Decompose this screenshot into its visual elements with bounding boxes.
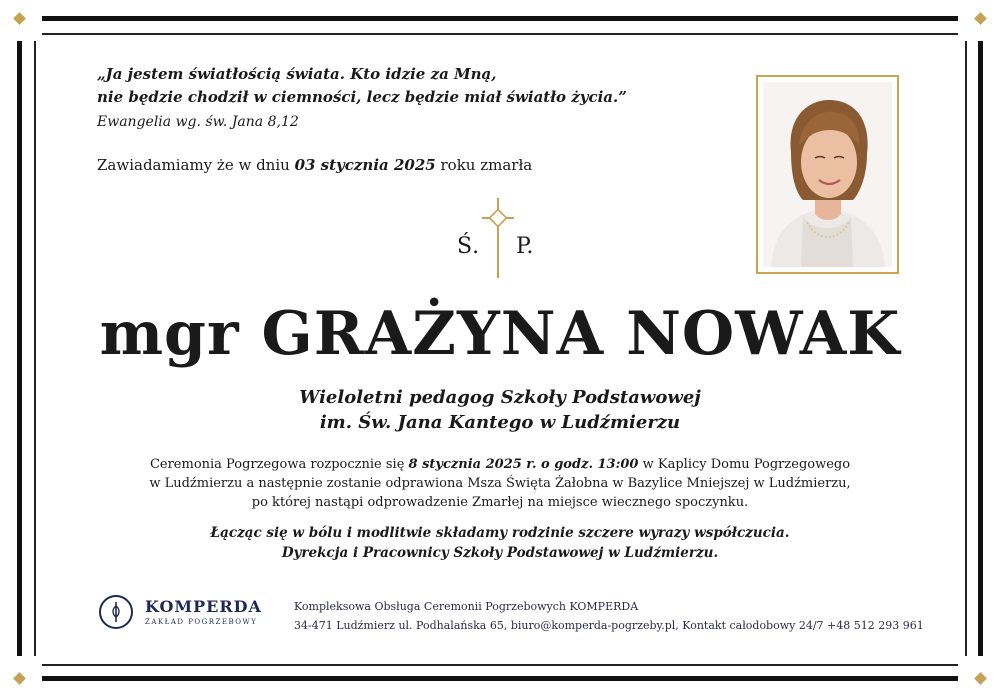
deceased-role	[0, 385, 1000, 435]
role-line-2: im. Św. Jana Kantego w Ludźmierzu	[319, 412, 681, 433]
cross-icon	[480, 198, 516, 278]
footer-contact	[294, 597, 924, 635]
quote-line-2: nie będzie chodził w ciemności, lecz będzie miał światło życia.”	[97, 88, 627, 106]
frame-bottom-bar	[42, 676, 958, 681]
logo-name: KOMPERDA	[145, 597, 262, 616]
ceremony-datetime: 8 stycznia 2025 r. o godz. 13:00	[408, 457, 639, 472]
deceased-name: mgr GRAŻYNA NOWAK	[99, 299, 901, 369]
role-line-1: Wieloletni pedagog Szkoły Podstawowej	[299, 387, 701, 408]
condolence-line-1: Łącząc się w bólu i modlitwie składamy rodzinie szczere wyrazy współczucia.	[210, 525, 790, 541]
sp-s-text: Ś.	[457, 234, 480, 259]
corner-diamond-icon	[974, 672, 987, 685]
ceremony-line-3: po której nastąpi odprowadzenie Zmarłej na miejsce wiecznego spoczynku.	[251, 495, 749, 510]
condolences	[0, 523, 1000, 563]
ceremony-info	[0, 455, 1000, 512]
ceremony-post: w Kaplicy Domu Pogrzegowego	[638, 457, 851, 472]
frame-top-bar	[42, 16, 958, 21]
footer-line-2: 34-471 Ludźmierz ul. Podhalańska 65, biuro@komperda-pogrzeby.pl, Kontakt całodobowy 24/7 +48 512 293 961	[294, 619, 924, 632]
footer-line-1: Kompleksowa Obsługa Ceremonii Pogrzebowych KOMPERDA	[294, 600, 639, 613]
ceremony-line-2: w Ludźmierzu a następnie zostanie odprawiona Msza Święta Żałobna w Bazylice Mniejszej w Ludźmierzu,	[149, 476, 851, 491]
condolence-line-2: Dyrekcja i Pracownicy Szkoły Podstawowej w Ludźmierzu.	[281, 545, 719, 561]
corner-diamond-icon	[974, 12, 987, 25]
corner-diamond-icon	[13, 672, 26, 685]
announce-suffix: roku zmarła	[435, 156, 533, 174]
corner-diamond-icon	[13, 12, 26, 25]
quote-line-1: „Ja jestem światłością świata. Kto idzie za Mną,	[97, 65, 497, 83]
frame-top-line	[42, 33, 958, 35]
frame-bottom-line	[42, 664, 958, 666]
komperda-logo-icon	[98, 594, 134, 630]
sp-p-text: P.	[516, 234, 534, 259]
bible-quote	[97, 63, 657, 109]
announcement	[97, 156, 532, 174]
ceremony-line-1	[0, 455, 1000, 474]
quote-source: Ewangelia wg. św. Jana 8,12	[97, 114, 299, 130]
logo-subtitle: ZAKŁAD POGRZEBOWY	[145, 618, 258, 626]
portrait-photo	[763, 82, 892, 267]
announce-prefix: Zawiadamiamy że w dniu	[97, 156, 295, 174]
death-date: 03 stycznia 2025	[294, 156, 436, 174]
ceremony-pre: Ceremonia Pogrzegowa rozpocznie się	[149, 457, 409, 472]
portrait-frame	[756, 75, 899, 274]
